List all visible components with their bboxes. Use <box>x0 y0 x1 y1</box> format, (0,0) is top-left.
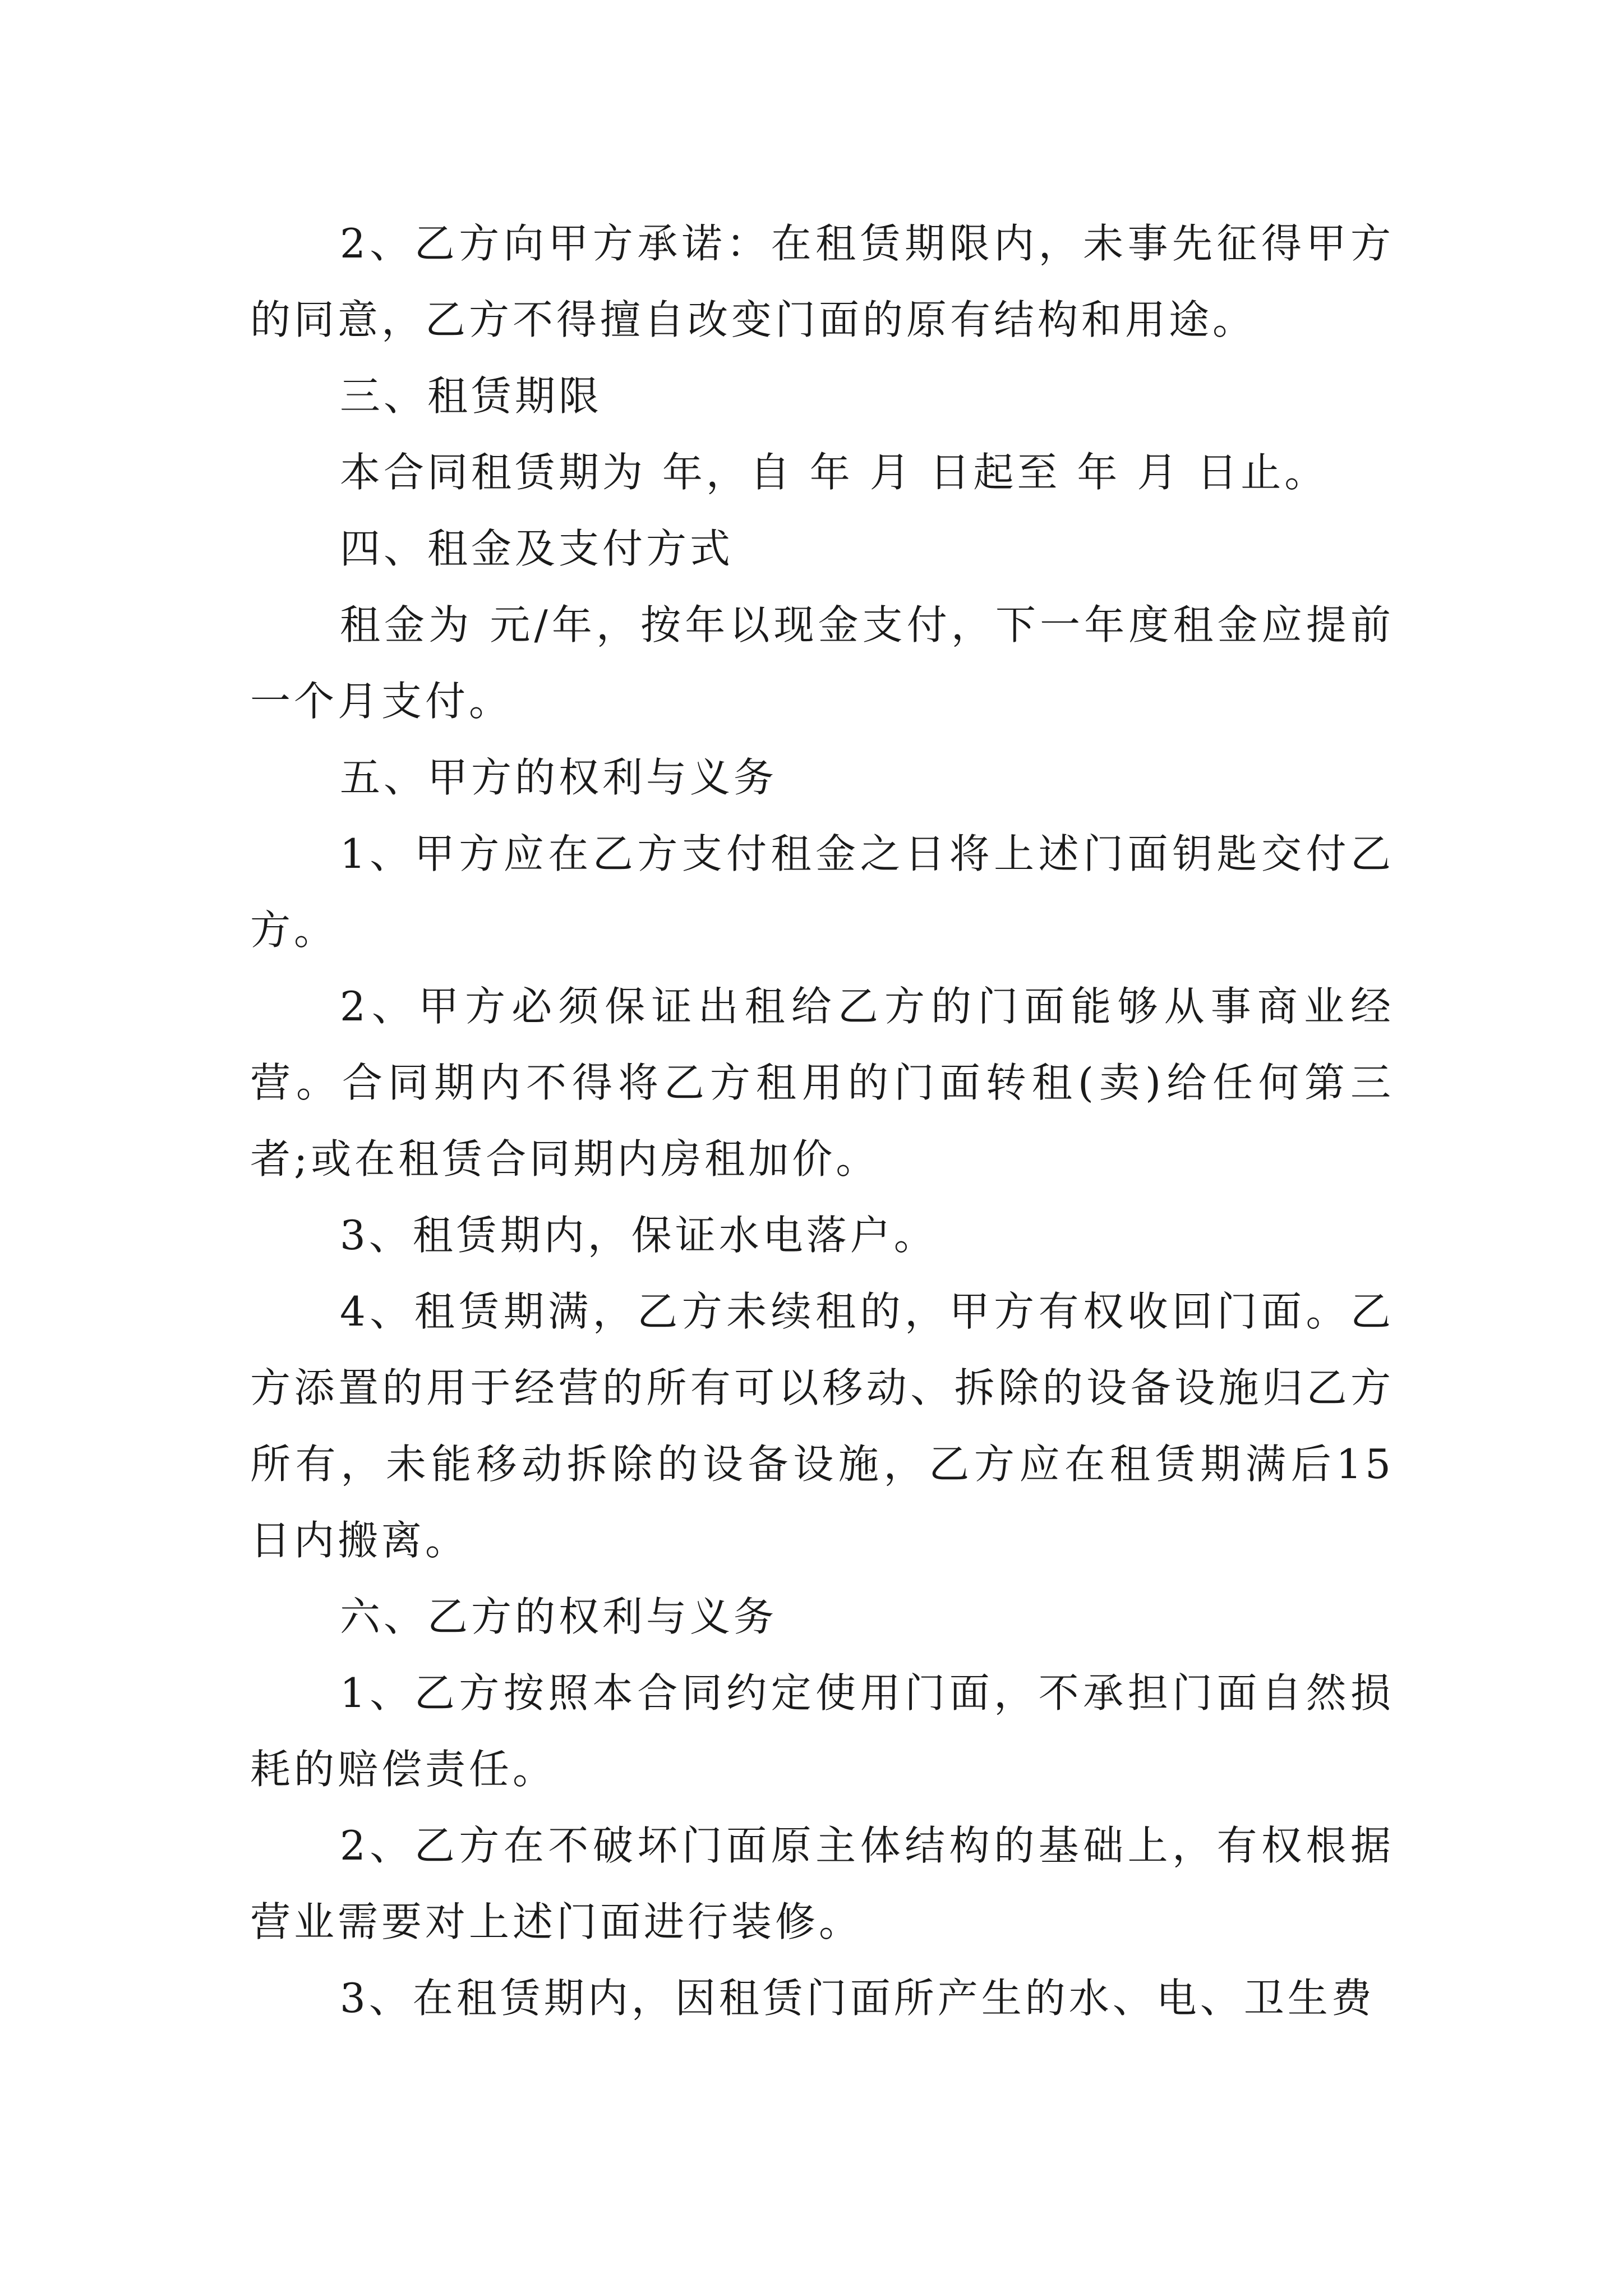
paragraph-rent-amount: 租金为 元/年，按年以现金支付，下一年度租金应提前一个月支付。 <box>250 601 1394 725</box>
heading-rent-payment: 四、租金及支付方式 <box>340 525 734 572</box>
paragraph-party-b-2: 2、乙方在不破坏门面原主体结构的基础上，有权根据营业需要对上述门面进行装修。 <box>250 1822 1394 1945</box>
paragraph-party-a-2: 2、甲方必须保证出租给乙方的门面能够从事商业经营。合同期内不得将乙方租用的门面转租(卖)给任何第三者;或在租赁合同期内房租加价。 <box>250 983 1394 1182</box>
heading-party-b-rights: 六、乙方的权利与义务 <box>340 1593 778 1640</box>
paragraph-clause-2-commitment: 2、乙方向甲方承诺：在租赁期限内，未事先征得甲方的同意，乙方不得擅自改变门面的原有结构和用途。 <box>250 220 1394 343</box>
paragraph-party-b-3: 3、在租赁期内，因租赁门面所产生的水、电、卫生费 <box>340 1975 1375 2022</box>
paragraph-lease-period: 本合同租赁期为 年，自 年 月 日起至 年 月 日止。 <box>340 449 1329 496</box>
heading-lease-term: 三、租赁期限 <box>340 372 603 420</box>
document-body <box>250 205 1394 2036</box>
paragraph-party-a-4: 4、租赁期满，乙方未续租的，甲方有权收回门面。乙方添置的用于经营的所有可以移动、拆除的设备设施归乙方所有，未能移动拆除的设备设施，乙方应在租赁期满后15日内搬离。 <box>250 1288 1394 1564</box>
paragraph-party-a-3: 3、租赁期内，保证水电落户。 <box>340 1212 938 1259</box>
heading-party-a-rights: 五、甲方的权利与义务 <box>340 754 778 801</box>
paragraph-party-a-1: 1、甲方应在乙方支付租金之日将上述门面钥匙交付乙方。 <box>250 830 1394 954</box>
paragraph-party-b-1: 1、乙方按照本合同约定使用门面，不承担门面自然损耗的赔偿责任。 <box>250 1669 1394 1793</box>
